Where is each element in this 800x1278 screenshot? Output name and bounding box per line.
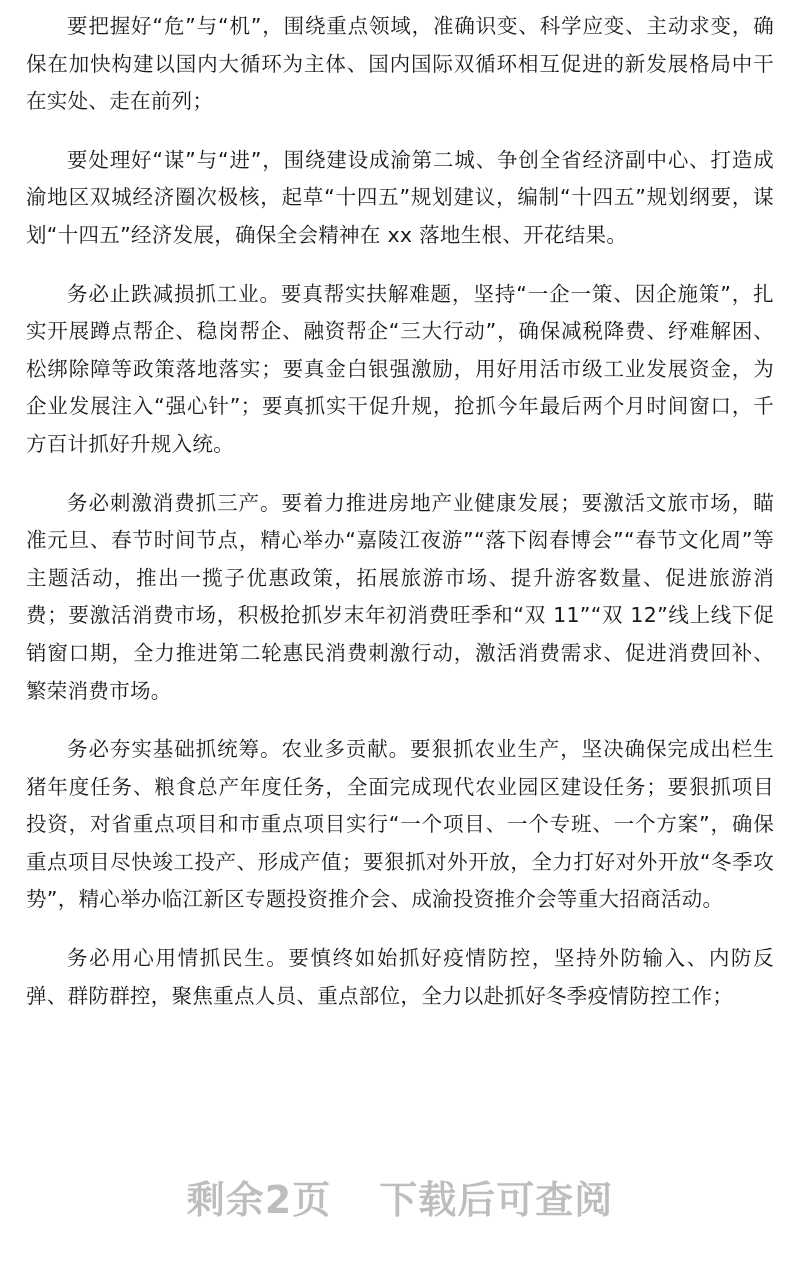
document-body (26, 8, 774, 1036)
paragraph: 要把握好“危”与“机”，围绕重点领域，准确识变、科学应变、主动求变，确保在加快构建以国内大循环为主体、国内国际双循环相互促进的新发展格局中干在实处、走在前列； (26, 14, 774, 114)
paragraph: 务必用心用情抓民生。要慎终如始抓好疫情防控，坚持外防输入、内防反弹、群防群控，聚焦重点人员、重点部位，全力以赴抓好冬季疫情防控工作； (26, 946, 774, 1008)
download-to-view-text: 下载后可查阅 (379, 1178, 614, 1222)
paragraph: 要处理好“谋”与“进”，围绕建设成渝第二城、争创全省经济副中心、打造成渝地区双城经济圈次极核，起草“十四五”规划建议，编制“十四五”规划纲要，谋划“十四五”经济发展，确保全会精神在 xx 落地生根、开花结果。 (26, 147, 774, 247)
remaining-pages-banner[interactable] (0, 1170, 800, 1230)
paragraph: 务必夯实基础抓统筹。农业多贡献。要狠抓农业生产，坚决确保完成出栏生猪年度任务、粮食总产年度任务，全面完成现代农业园区建设任务；要狠抓项目投资，对省重点项目和市重点项目实行“一个项目、一个专班、一个方案”，确保重点项目尽快竣工投产、形成产值；要狠抓对外开放，全力打好对外开放“冬季攻势”，精心举办临江新区专题投资推介会、成渝投资推介会等重大招商活动。 (26, 737, 774, 912)
paragraph: 务必刺激消费抓三产。要着力推进房地产业健康发展；要激活文旅市场，瞄准元旦、春节时间节点，精心举办“嘉陵江夜游”“落下闳春博会”“春节文化周”等主题活动，推出一揽子优惠政策，拓展旅游市场、提升游客数量、促进旅游消费；要激活消费市场，积极抢抓岁末年初消费旺季和“双 11”“双 12”线上线下促销窗口期，全力推进第二轮惠民消费刺激行动，激活消费需求、促进消费回补、繁荣消费市场。 (26, 490, 774, 703)
remaining-pages-text: 剩余2页 (186, 1178, 332, 1222)
paragraph: 务必止跌减损抓工业。要真帮实扶解难题，坚持“一企一策、因企施策”，扎实开展蹲点帮企、稳岗帮企、融资帮企“三大行动”，确保减税降费、纾难解困、松绑除障等政策落地落实；要真金白银强激励，用好用活市级工业发展资金，为企业发展注入“强心针”；要真抓实干促升规，抢抓今年最后两个月时间窗口，千方百计抓好升规入统。 (26, 281, 774, 456)
